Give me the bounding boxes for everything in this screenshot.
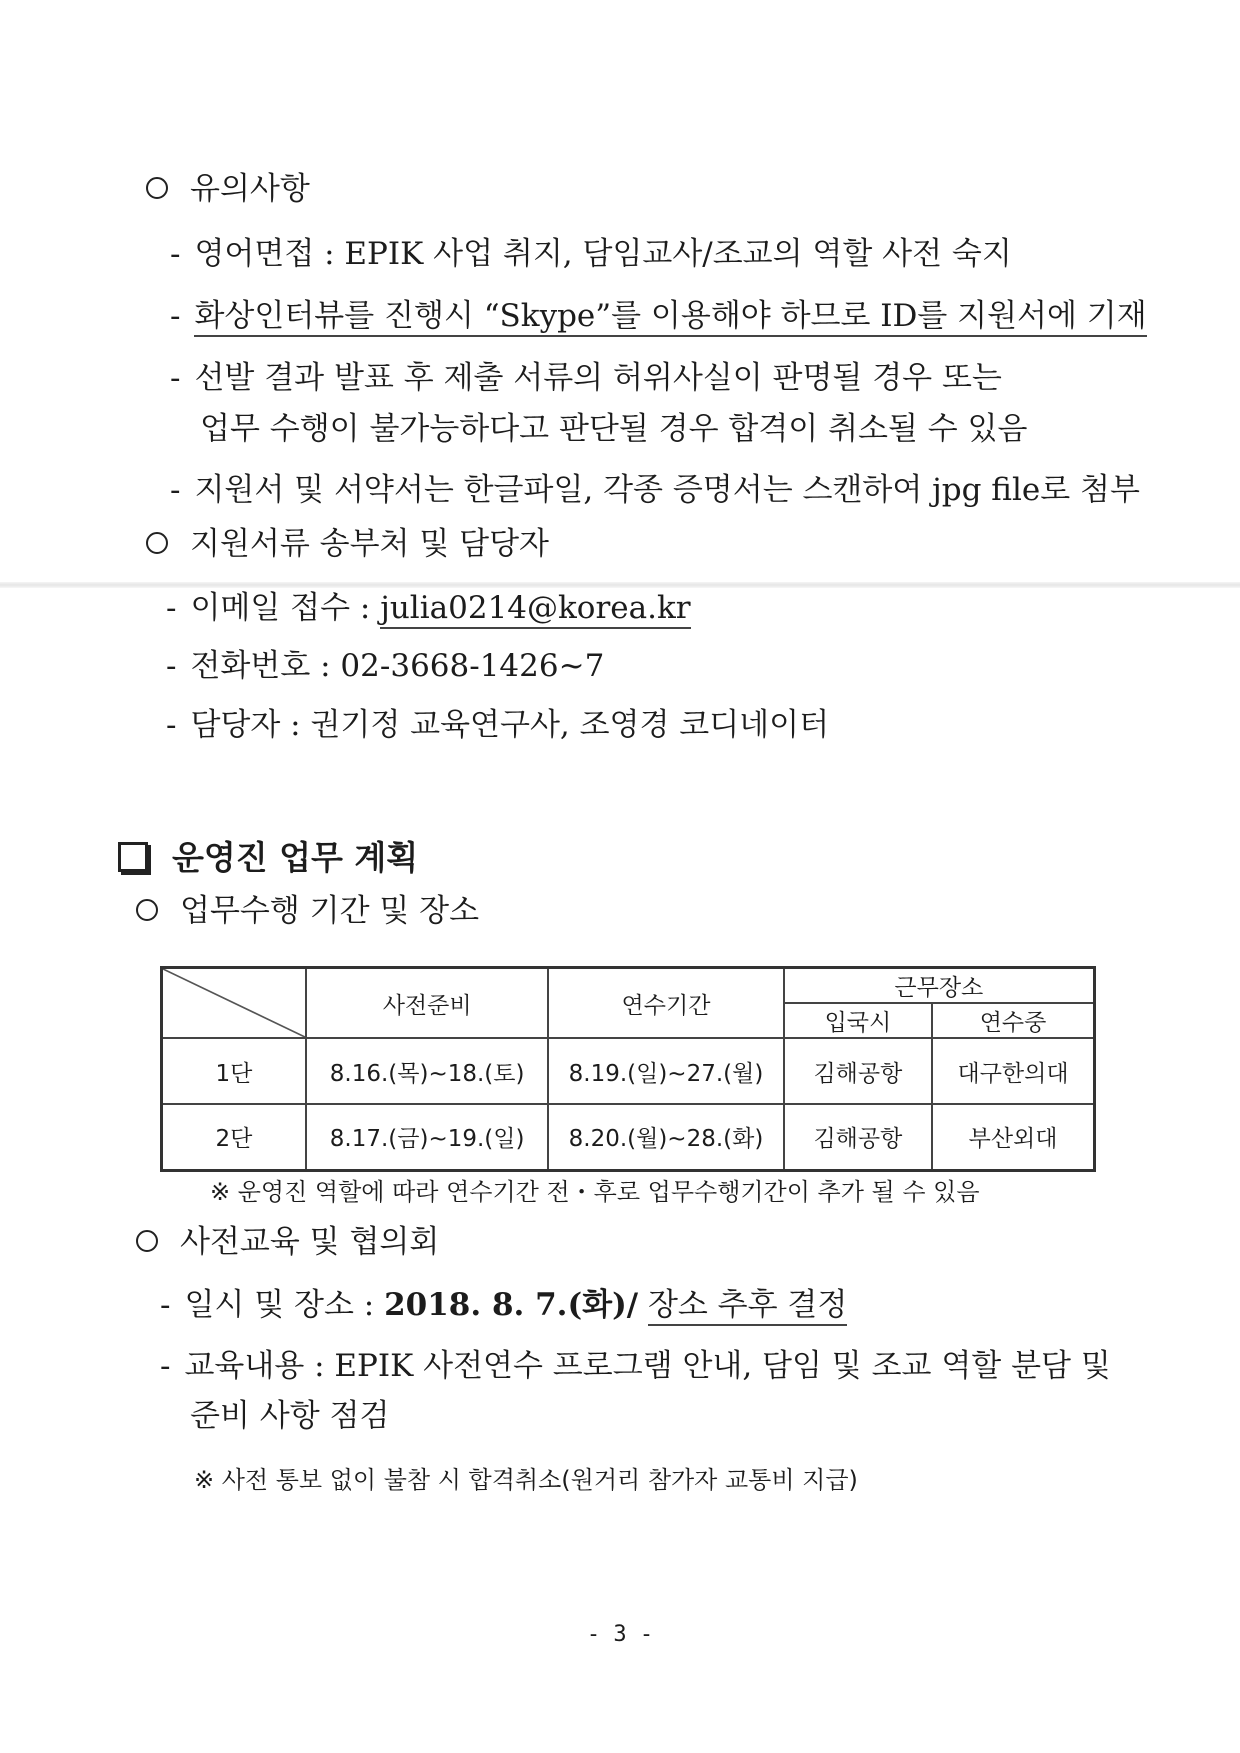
table-corner-cell <box>162 968 306 1039</box>
circle-bullet-icon <box>146 177 168 199</box>
page-number: - 3 - <box>586 1622 654 1647</box>
meeting-content: - 교육내용 : EPIK 사전연수 프로그램 안내, 담임 및 조교 역할 분담 및 <box>160 1348 1111 1384</box>
header-during: 연수중 <box>932 1003 1094 1038</box>
row-training: 8.19.(일)~27.(월) <box>548 1038 783 1104</box>
circle-bullet-icon <box>146 532 168 554</box>
note-item: - 선발 결과 발표 후 제출 서류의 허위사실이 판명될 경우 또는 <box>170 360 1002 396</box>
row-prep: 8.17.(금)~19.(일) <box>306 1104 548 1170</box>
meeting-datetime: - 일시 및 장소 : 2018. 8. 7.(화)/ 장소 추후 결정 <box>160 1287 847 1324</box>
table-note: ※ 운영진 역할에 따라 연수기간 전・후로 업무수행기간이 추가 될 수 있음 <box>210 1178 980 1206</box>
circle-bullet-icon <box>136 1230 158 1252</box>
contact-person: - 담당자 : 권기정 교육연구사, 조영경 코디네이터 <box>166 707 830 743</box>
email-link[interactable]: julia0214@korea.kr <box>380 590 690 629</box>
row-arrival: 김해공항 <box>784 1038 932 1104</box>
row-group: 1단 <box>162 1038 306 1104</box>
header-training: 연수기간 <box>548 968 783 1039</box>
row-prep: 8.16.(목)~18.(토) <box>306 1038 548 1104</box>
contact-email: - 이메일 접수 : julia0214@korea.kr <box>166 590 691 627</box>
meeting-title: 사전교육 및 협의회 <box>136 1224 439 1261</box>
header-prep: 사전준비 <box>306 968 548 1039</box>
row-training: 8.20.(월)~28.(화) <box>548 1104 783 1170</box>
square-bullet-icon <box>118 842 148 872</box>
table-row <box>162 1038 1095 1104</box>
row-during: 부산외대 <box>932 1104 1094 1170</box>
notes-title: 유의사항 <box>146 171 310 208</box>
scan-fold-line <box>0 582 1240 588</box>
diagonal-line <box>163 969 305 1037</box>
meeting-content-continuation: 준비 사항 점검 <box>190 1398 390 1434</box>
contact-title: 지원서류 송부처 및 담당자 <box>146 526 549 563</box>
header-arrival: 입국시 <box>784 1003 932 1038</box>
section-heading: 운영진 업무 계획 <box>118 832 418 879</box>
note-item: - 영어면접 : EPIK 사업 취지, 담임교사/조교의 역할 사전 숙지 <box>170 236 1012 272</box>
header-workplace: 근무장소 <box>784 968 1095 1004</box>
circle-bullet-icon <box>136 899 158 921</box>
row-arrival: 김해공항 <box>784 1104 932 1170</box>
note-item: - 화상인터뷰를 진행시 “Skype”를 이용해야 하므로 ID를 지원서에 기재 <box>170 298 1147 335</box>
schedule-table <box>160 966 1096 1172</box>
meeting-note: ※ 사전 통보 없이 불참 시 합격취소(원거리 참가자 교통비 지급) <box>194 1466 858 1494</box>
plan-subtitle: 업무수행 기간 및 장소 <box>136 893 479 930</box>
row-group: 2단 <box>162 1104 306 1170</box>
row-during: 대구한의대 <box>932 1038 1094 1104</box>
contact-phone: - 전화번호 : 02-3668-1426~7 <box>166 648 605 684</box>
note-item-continuation: 업무 수행이 불가능하다고 판단될 경우 합격이 취소될 수 있음 <box>200 411 1028 447</box>
note-item: - 지원서 및 서약서는 한글파일, 각종 증명서는 스캔하여 jpg file로 첨부 <box>170 472 1140 508</box>
table-row <box>162 1104 1095 1170</box>
